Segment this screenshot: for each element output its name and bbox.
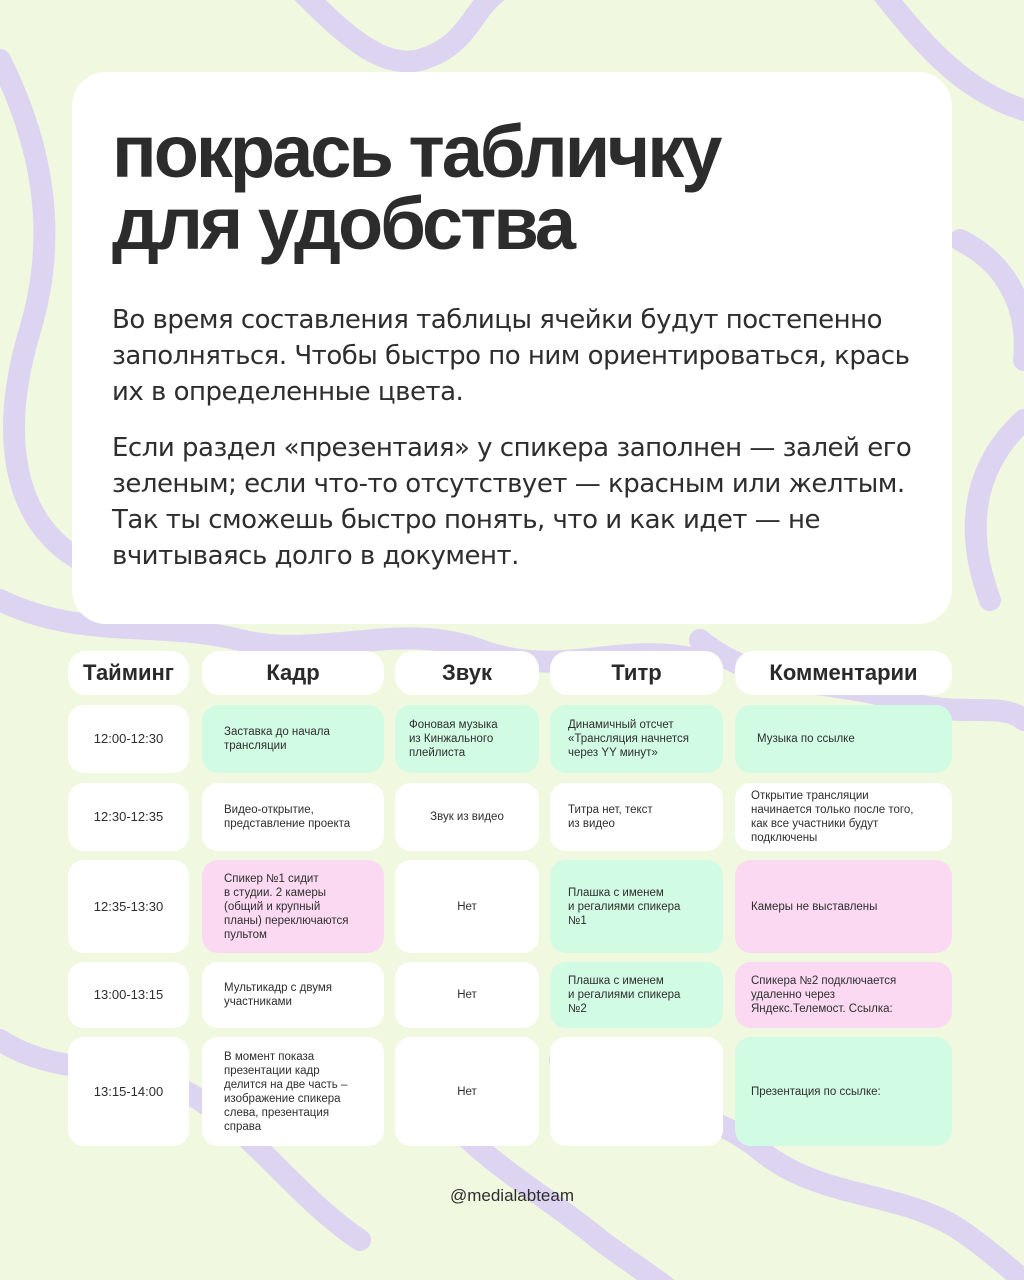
intro-paragraph: Во время составления таблицы ячейки будут постепенно заполняться. Чтобы быстро по ним ориентироваться, крась их в определенные цвета. bbox=[112, 305, 910, 407]
header-timing: Тайминг bbox=[68, 651, 189, 695]
header-kadr: Кадр bbox=[202, 651, 384, 695]
footer-handle: @medialabteam bbox=[449, 1186, 575, 1205]
info-card bbox=[72, 72, 952, 624]
title-line-1: покрась табличку bbox=[112, 110, 720, 193]
title-line-2: для удобства bbox=[112, 182, 574, 265]
cell-comment: Музыка по ссылке bbox=[735, 705, 952, 773]
cell-titr: Динамичный отсчет «Трансляция начнется через YY минут» bbox=[550, 705, 723, 773]
cell-titr: Плашка с именем и регалиями спикера №1 bbox=[550, 860, 723, 953]
cell-zvuk: Нет bbox=[395, 962, 539, 1028]
cell-kadr: Мультикадр с двумя участниками bbox=[202, 962, 384, 1028]
cell-kadr: Спикер №1 сидит в студии. 2 камеры (общий и крупный планы) переключаются пультом bbox=[202, 860, 384, 953]
cell-timing: 12:35-13:30 bbox=[68, 860, 189, 953]
cell-timing: 13:15-14:00 bbox=[68, 1037, 189, 1146]
cell-timing: 13:00-13:15 bbox=[68, 962, 189, 1028]
cell-kadr: Видео-открытие, представление проекта bbox=[202, 783, 384, 851]
page-title bbox=[112, 110, 912, 265]
cell-comment: Камеры не выставлены bbox=[735, 860, 952, 953]
cell-titr: Плашка с именем и регалиями спикера №2 bbox=[550, 962, 723, 1028]
cell-timing: 12:30-12:35 bbox=[68, 783, 189, 851]
cell-kadr: Заставка до начала трансляции bbox=[202, 705, 384, 773]
cell-comment: Открытие трансляции начинается только после того, как все участники будут подключены bbox=[735, 783, 952, 851]
cell-titr: Титра нет, текст из видео bbox=[550, 783, 723, 851]
header-titr: Титр bbox=[550, 651, 723, 695]
cell-zvuk: Нет bbox=[395, 1037, 539, 1146]
color-rules-paragraph: Если раздел «презентаия» у спикера заполнен — залей его зеленым; если что-то отсутствует — красным или желтым. Так ты сможешь быстро понять, что и как идет — не вчитываясь долго в документ. bbox=[112, 433, 912, 571]
cell-zvuk: Нет bbox=[395, 860, 539, 953]
header-comments: Комментарии bbox=[735, 651, 952, 695]
cell-zvuk: Звук из видео bbox=[395, 783, 539, 851]
cell-titr bbox=[550, 1037, 723, 1146]
header-zvuk: Звук bbox=[395, 651, 539, 695]
cell-comment: Спикера №2 подключается удаленно через Яндекс.Телемост. Ссылка: bbox=[735, 962, 952, 1028]
cell-comment: Презентация по ссылке: bbox=[735, 1037, 952, 1146]
cell-zvuk: Фоновая музыка из Кинжального плейлиста bbox=[395, 705, 539, 773]
cell-kadr: В момент показа презентации кадр делится на две часть – изображение спикера слева, презентация справа bbox=[202, 1037, 384, 1146]
cell-timing: 12:00-12:30 bbox=[68, 705, 189, 773]
